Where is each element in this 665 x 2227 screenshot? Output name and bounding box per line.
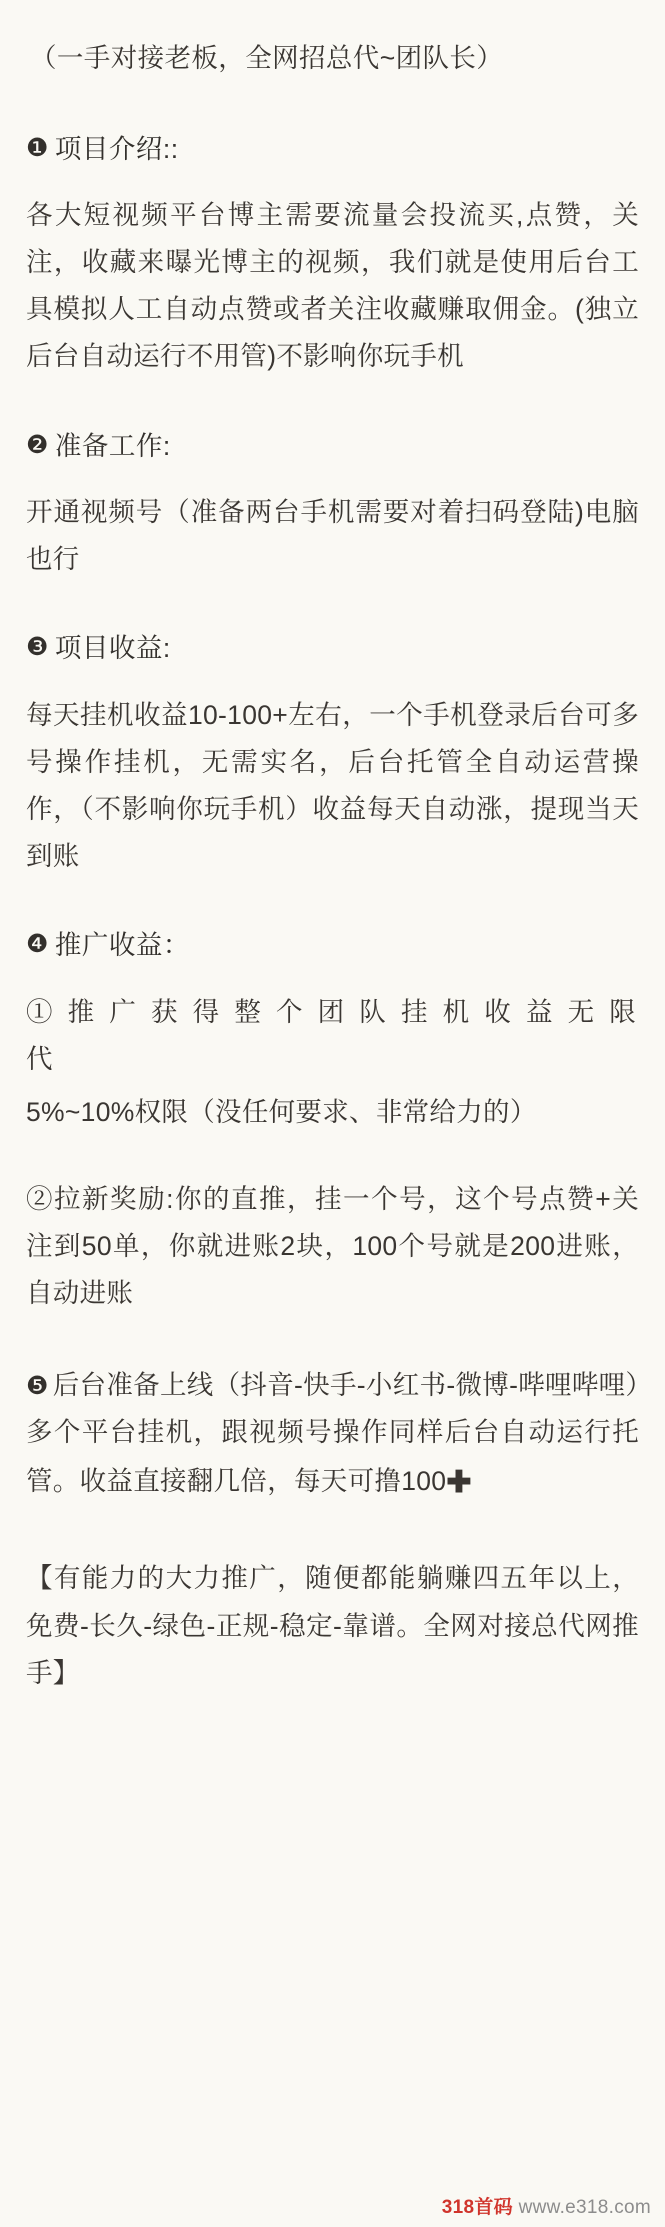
plus-icon: ✚ [446, 1465, 472, 1499]
section-preparation [26, 425, 639, 584]
watermark-prefix: 318首码 [441, 2197, 513, 2218]
section-title-5: 后台准备上线（抖音-快手-小红书-微博-哔哩哔哩）多个平台挂机，跟视频号操作同样后台自动运行托管。收益直接翻几倍，每天可撸100 [26, 1369, 639, 1496]
closing-statement: 【有能力的大力推广，随便都能躺赚四五年以上，免费-长久-绿色-正规-稳定-靠谱。全网对接总代网推手】 [26, 1563, 639, 1688]
section-heading-2 [26, 425, 639, 467]
section-title-2: 准备工作: [54, 430, 171, 461]
section-4-paragraph-3: ②拉新奖励:你的直推，挂一个号，这个号点赞+关注到50单，你就进账2块，100个号就是200进账，自动进账 [26, 1184, 639, 1309]
section-number-4: ❹ [26, 930, 49, 959]
section-3-paragraph-1: 每天挂机收益10-100+左右，一个手机登录后台可多号操作挂机，无需实名，后台托管全自动运营操作，（不影响你玩手机）收益每天自动涨，提现当天到账 [26, 699, 639, 872]
section-upcoming-platforms [26, 1362, 639, 1510]
section-number-2: ❷ [26, 430, 49, 459]
section-number-5: ❺ [26, 1371, 49, 1400]
section-number-3: ❸ [26, 633, 49, 662]
section-4-paragraph-1: ① 推 广 获 得 整 个 团 队 挂 机 收 益 无 限 代 [26, 996, 639, 1074]
section-heading-1 [26, 128, 639, 170]
section-heading-3 [26, 627, 639, 669]
intro-line: （一手对接老板，全网招总代~团队长） [30, 43, 504, 73]
section-1-paragraph-1: 各大短视频平台博主需要流量会投流买,点赞，关注，收藏来曝光博主的视频，我们就是使用后台工具模拟人工自动点赞或者关注收藏赚取佣金。(独立后台自动运行不用管)不影响你玩手机 [26, 199, 639, 372]
section-2-paragraph-1: 开通视频号（准备两台手机需要对着扫码登陆)电脑也行 [26, 496, 639, 575]
section-title-1: 项目介绍:: [54, 133, 179, 164]
section-4-paragraph-2: 5%~10%权限（没任何要求、非常给力的） [26, 1097, 537, 1128]
section-income [26, 627, 639, 880]
section-heading-4 [26, 924, 639, 966]
watermark-url: www.e318.com [518, 2197, 651, 2218]
section-number-1: ❶ [26, 133, 49, 162]
section-title-4: 推广收益： [54, 930, 190, 961]
section-project-intro [26, 128, 639, 381]
section-heading-5 [26, 1362, 639, 1510]
section-title-3: 项目收益: [54, 633, 171, 664]
watermark [442, 2192, 651, 2219]
section-promotion-income [26, 924, 639, 1317]
